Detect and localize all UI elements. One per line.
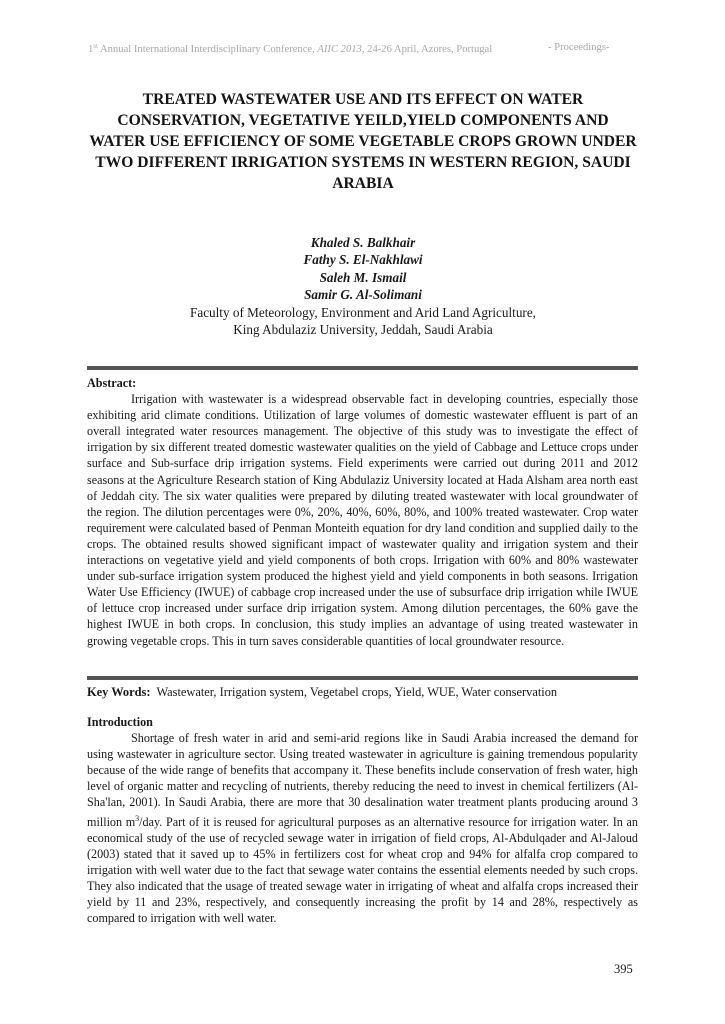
introduction-heading: Introduction (87, 715, 153, 729)
conference-name: Annual International Interdisciplinary Conference, (97, 44, 318, 55)
keywords-section (87, 684, 638, 700)
author-name: Samir G. Al-Solimani (304, 287, 422, 303)
keywords-text: Wastewater, Irrigation system, Vegetabel crops, Yield, WUE, Water conservation (156, 685, 558, 699)
author-block (88, 234, 638, 338)
paper-title: TREATED WASTEWATER USE AND ITS EFFECT ON WATER CONSERVATION, VEGETATIVE YEILD,YIELD COMPONENTS AND WATER USE EFFICIENCY OF SOME VEGETABLE CROPS GROWN UNDER TWO DIFFERENT IRRIGATION SYSTEMS IN WESTERN REGION, SAUDI ARABIA (89, 91, 637, 192)
author-name: Khaled S. Balkhair (310, 235, 416, 250)
introduction-text-part1: Shortage of fresh water in arid and semi-arid regions like in Saudi Arabia increased the demand for using wastewater in agriculture sector. Using treated wastewater in agriculture is gaining tremendous popularity because of the wide range of benefits that accompany it. These benefits include conservation of fresh water, high level of organic matter and recycling of nutrients, thereby reducing the need to invest in chemical fertilizers (Al-Sha'lan, 2001). In Saudi Arabia, there are more that 30 desalination water treatment plants producing around 3 million m (87, 731, 638, 829)
introduction-section (87, 714, 638, 926)
affiliation-line: King Abdulaziz University, Jeddah, Saudi Arabia (233, 322, 493, 338)
edition-suffix: st (93, 42, 98, 50)
section-divider (87, 366, 638, 370)
introduction-text-part2: /day. Part of it is reused for agricultural purposes as an alternative resource for irrigation water. In an economical study of the use of recycled sewage water in irrigation of field crops, Al-Abdulqader and Al-Jaloud (2003) stated that it saved up to 45% in fertilizers cost for wheat crop and 94% for alfalfa crop compared to irrigation with well water due to the fact that sewage water contains the essential elements needed by such crops. They also indicated that the usage of treated sewage water in irrigating of wheat and alfalfa crops increased their yield by 11 and 23%, respectively, and consequently increasing the profit by 14 and 28%, respectively as compared to irrigation with well water. (87, 814, 638, 926)
abstract-text: Irrigation with wastewater is a widespread observable fact in developing countries, especially those exhibiting arid climate conditions. Utilization of large volumes of domestic wastewater effluent is part of an overall integrated water resources management. The objective of this study was to investigate the effect of irrigation by six different treated domestic wastewater qualities on the yield of Cabbage and Lettuce crops under surface and Sub-surface drip irrigation systems. Field experiments were carried out during 2011 and 2012 seasons at the Agriculture Research station of King Abdulaziz University located at Hada Alsham area north east of Jeddah city. The six water qualities were prepared by diluting treated wastewater with local groundwater of the region. The dilution percentages were 0%, 20%, 40%, 60%, 80%, and 100% treated wastewater. Crop water requirement were calculated based of Penman Monteith equation for dry land condition and supplied daily to the crops. The obtained results showed significant impact of wastewater quality and irrigation system and their interactions on vegetative yield and yield components of both crops. Irrigation with 60% and 80% wastewater under sub-surface irrigation system produced the highest yield and yield components in both seasons. Irrigation Water Use Efficiency (IWUE) of cabbage crop increased under the use of subsurface drip irrigation while IWUE of lettuce crop increased under surface drip irrigation system. Among dilution percentages, the 60% gave the highest IWUE in both crops. In conclusion, this study implies an advantage of using treated wastewater in growing vegetable crops. This in turn saves considerable quantities of local groundwater resource. (87, 392, 638, 648)
running-header (88, 42, 648, 55)
section-divider (87, 676, 638, 680)
abstract-section (87, 375, 638, 649)
unit-exponent: 3 (135, 813, 140, 823)
page-number: 395 (614, 962, 633, 976)
abstract-heading: Abstract: (87, 376, 137, 390)
conference-details: , 24-26 April, Azores, Portugal (361, 44, 493, 55)
proceedings-label: - Proceedings- (548, 42, 610, 53)
edition-number: 1 (88, 44, 94, 55)
author-name: Saleh M. Ismail (319, 269, 407, 285)
introduction-text (87, 730, 638, 926)
conference-abbr: AIIC 2013 (317, 44, 362, 55)
affiliation-line: Faculty of Meteorology, Environment and Arid Land Agriculture, (190, 304, 536, 320)
keywords-label: Key Words: (87, 685, 151, 699)
author-name: Fathy S. El-Nakhlawi (303, 252, 423, 268)
